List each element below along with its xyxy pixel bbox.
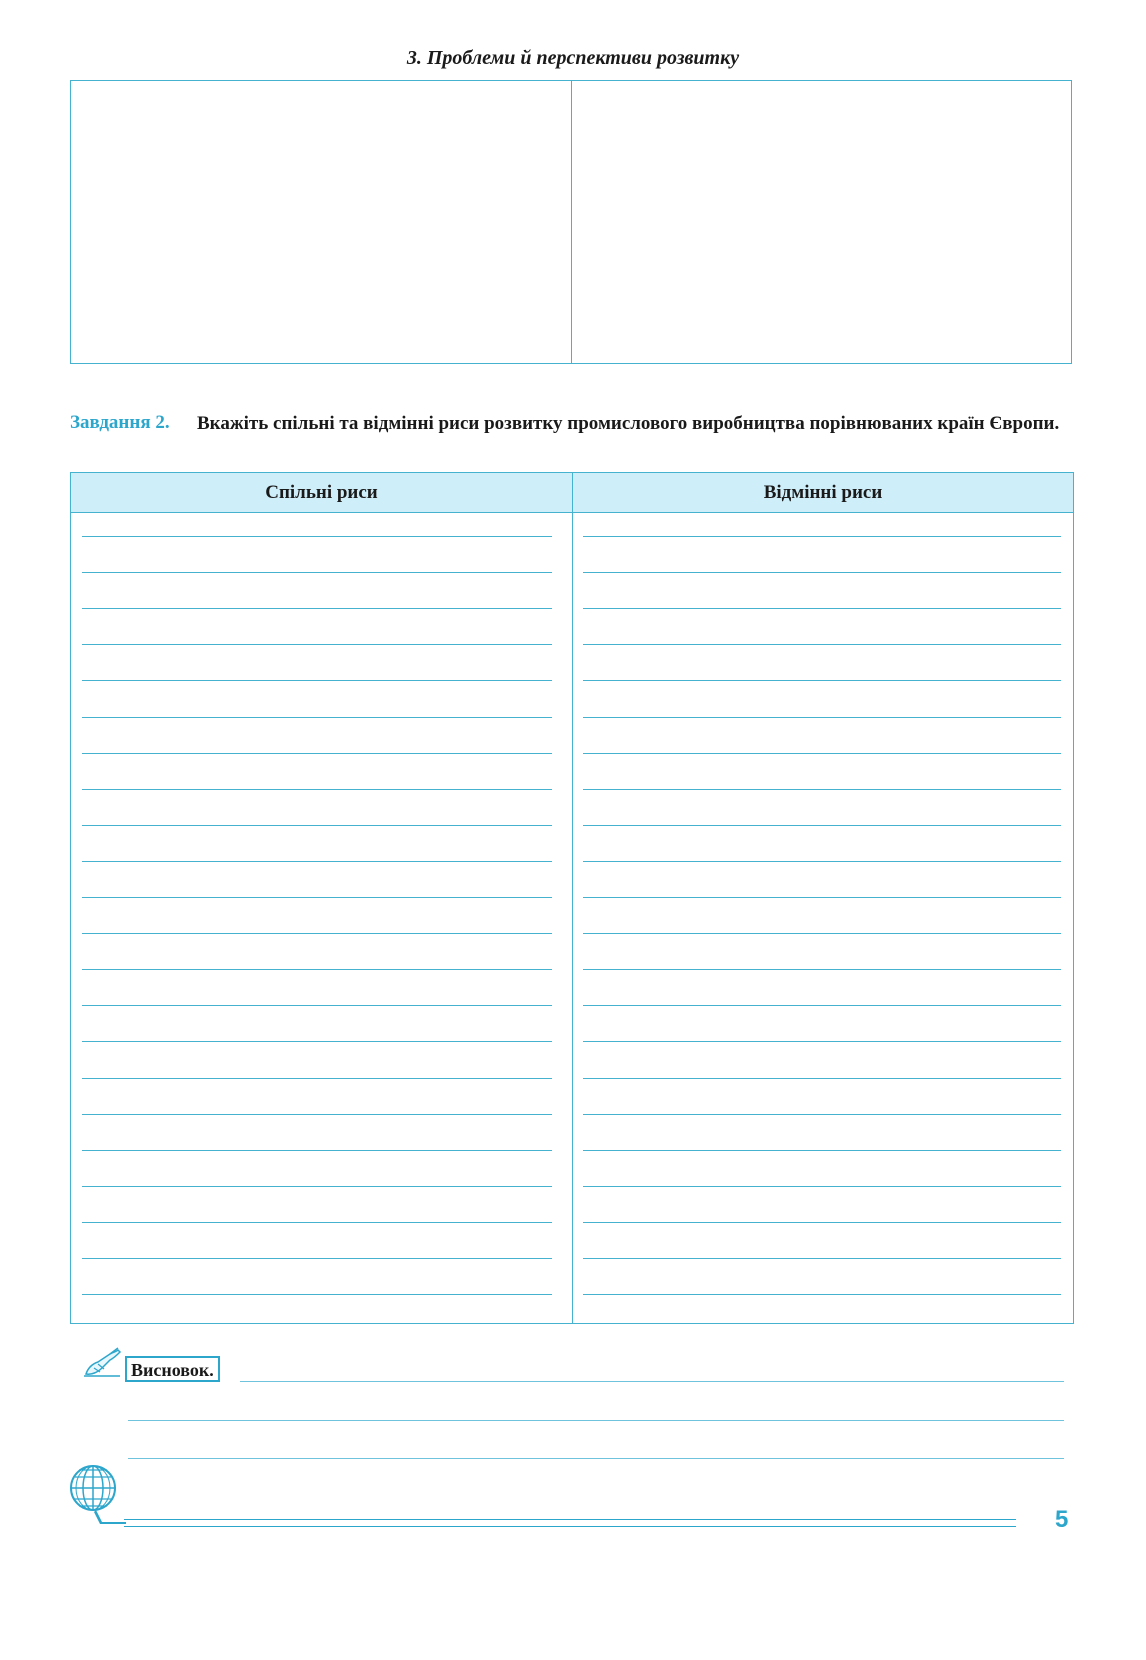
common-features-line[interactable]	[82, 644, 552, 645]
features-table-divider	[572, 473, 573, 1323]
common-features-line[interactable]	[82, 753, 552, 754]
common-features-line[interactable]	[82, 897, 552, 898]
different-features-line[interactable]	[583, 536, 1061, 537]
different-features-line[interactable]	[583, 1186, 1061, 1187]
conclusion-line[interactable]	[128, 1420, 1064, 1421]
conclusion-label: Висновок.	[125, 1356, 220, 1382]
common-features-line[interactable]	[82, 1114, 552, 1115]
different-features-line[interactable]	[583, 1222, 1061, 1223]
different-features-line[interactable]	[583, 1041, 1061, 1042]
common-features-line[interactable]	[82, 717, 552, 718]
header-common-features: Спільні риси	[265, 482, 378, 503]
different-features-line[interactable]	[583, 825, 1061, 826]
footer-line	[124, 1519, 1016, 1520]
task-label: Завдання 2.	[70, 412, 170, 433]
common-features-line[interactable]	[82, 1041, 552, 1042]
top-table-right-cell[interactable]	[572, 81, 1071, 363]
common-features-line[interactable]	[82, 861, 552, 862]
different-features-line[interactable]	[583, 1005, 1061, 1006]
globe-icon	[66, 1462, 126, 1530]
pen-hand-icon	[80, 1346, 124, 1380]
common-features-line[interactable]	[82, 1294, 552, 1295]
common-features-line[interactable]	[82, 1005, 552, 1006]
different-features-line[interactable]	[583, 789, 1061, 790]
different-features-line[interactable]	[583, 933, 1061, 934]
different-features-line[interactable]	[583, 644, 1061, 645]
different-features-line[interactable]	[583, 1114, 1061, 1115]
different-features-line[interactable]	[583, 861, 1061, 862]
common-features-line[interactable]	[82, 608, 552, 609]
common-features-line[interactable]	[82, 1258, 552, 1259]
different-features-line[interactable]	[583, 897, 1061, 898]
common-features-line[interactable]	[82, 825, 552, 826]
common-features-line[interactable]	[82, 933, 552, 934]
section-heading: 3. Проблеми й перспективи розвитку	[406, 47, 740, 69]
common-features-line[interactable]	[82, 680, 552, 681]
different-features-line[interactable]	[583, 969, 1061, 970]
different-features-line[interactable]	[583, 608, 1061, 609]
conclusion-line[interactable]	[240, 1381, 1064, 1382]
features-table	[70, 472, 1074, 1324]
header-different-features: Відмінні риси	[763, 482, 883, 503]
different-features-line[interactable]	[583, 1078, 1061, 1079]
top-table-left-cell[interactable]	[71, 81, 571, 363]
different-features-line[interactable]	[583, 680, 1061, 681]
common-features-line[interactable]	[82, 536, 552, 537]
common-features-line[interactable]	[82, 1222, 552, 1223]
task-text: Вкажіть спільні та відмінні риси розвитку промислового виробництва порівнюваних країн Європи.	[197, 413, 1060, 434]
common-features-line[interactable]	[82, 969, 552, 970]
common-features-line[interactable]	[82, 1186, 552, 1187]
common-features-line[interactable]	[82, 572, 552, 573]
common-features-line[interactable]	[82, 1150, 552, 1151]
different-features-line[interactable]	[583, 1150, 1061, 1151]
different-features-line[interactable]	[583, 753, 1061, 754]
top-table	[70, 80, 1072, 364]
page-number: 5	[1055, 1506, 1069, 1533]
footer-line	[124, 1526, 1016, 1527]
different-features-line[interactable]	[583, 717, 1061, 718]
different-features-line[interactable]	[583, 1294, 1061, 1295]
common-features-line[interactable]	[82, 789, 552, 790]
different-features-line[interactable]	[583, 572, 1061, 573]
conclusion-line[interactable]	[128, 1458, 1064, 1459]
common-features-line[interactable]	[82, 1078, 552, 1079]
different-features-line[interactable]	[583, 1258, 1061, 1259]
